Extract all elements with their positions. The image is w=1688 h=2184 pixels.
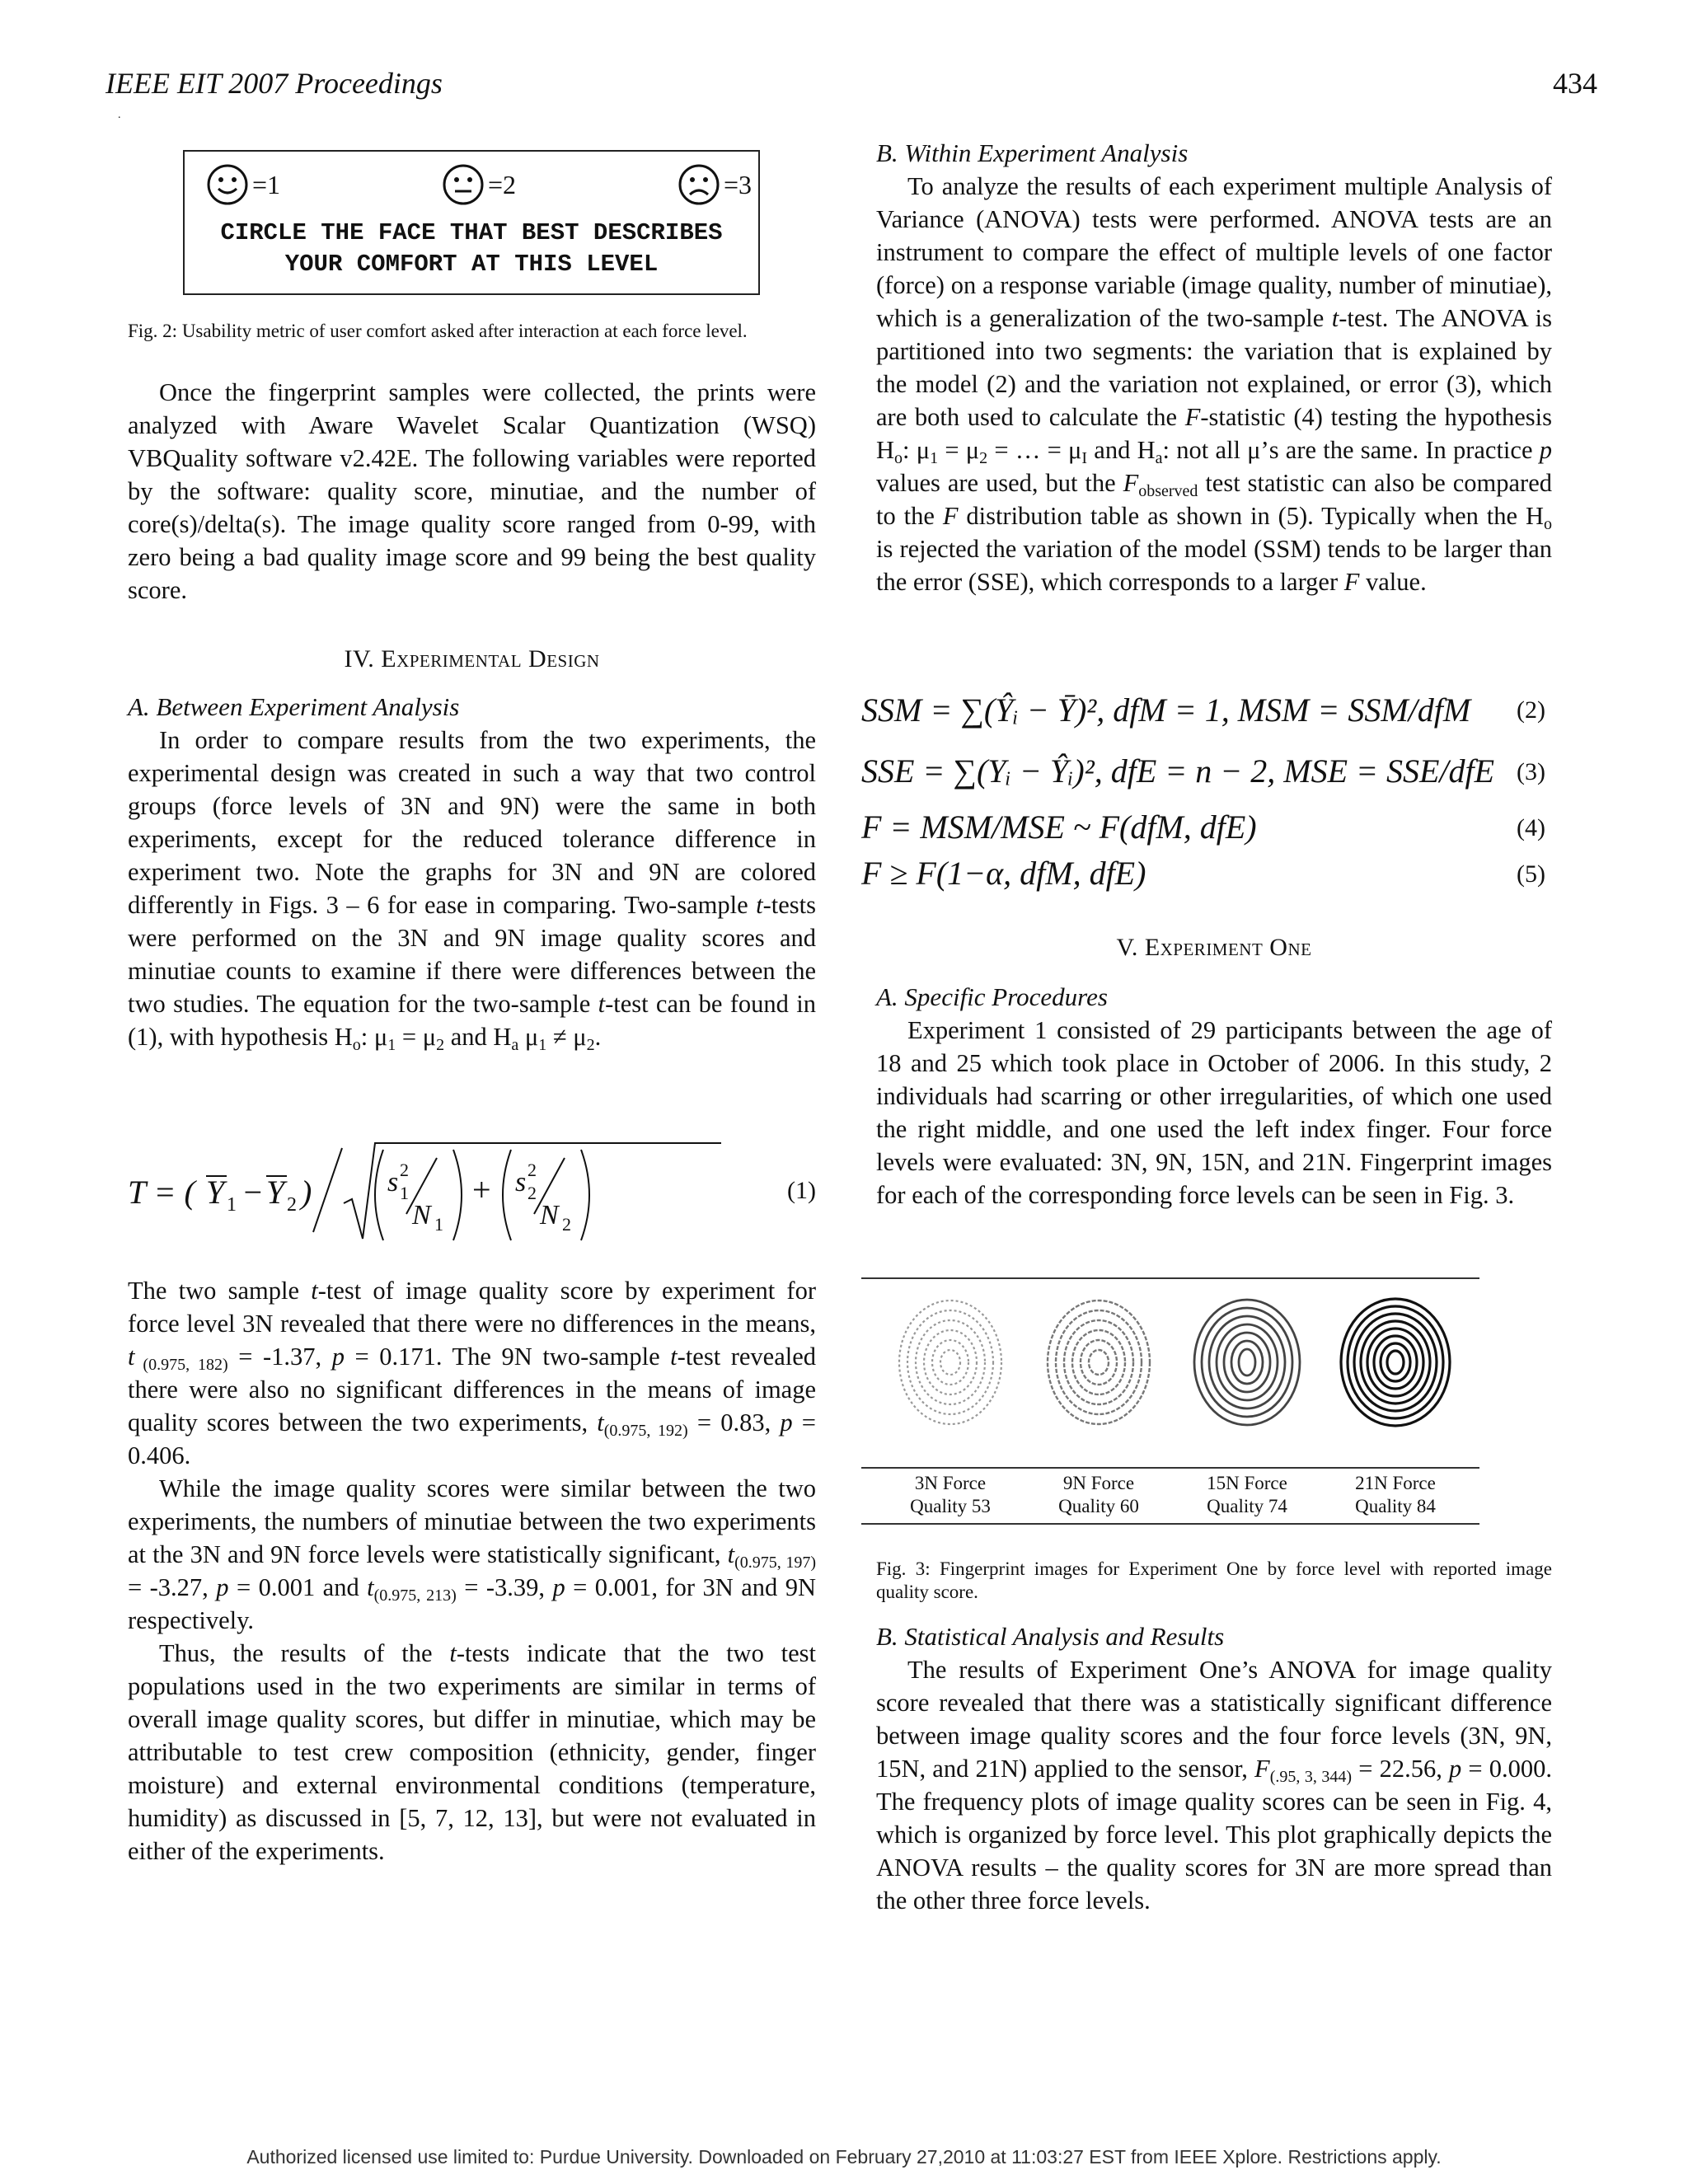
smiling-face-icon	[206, 163, 249, 206]
svg-text:2: 2	[528, 1160, 537, 1180]
frowning-face-icon	[678, 163, 720, 206]
neutral-face-icon	[442, 163, 485, 206]
svg-text:N: N	[540, 1200, 559, 1230]
stray-mark: .	[118, 109, 121, 121]
paragraph-experiment-one: Experiment 1 consisted of 29 participants between the age of 18 and 25 which took place in October of 2006. In this study, 2 individuals had scarring or other irregularities, of which one used the right middle, and one used the left index finger. Four force levels were evaluated: 3N, 9N, 15N, and 21N. Fingerprint images for each of the corresponding force levels can be seen in Fig. 3.	[876, 1016, 1552, 1209]
fingerprint-label-3n: 3N Force Quality 53	[910, 1473, 991, 1516]
svg-text:2: 2	[562, 1214, 571, 1235]
svg-text:2: 2	[528, 1183, 537, 1203]
equation-2-number: (2)	[1517, 696, 1545, 724]
face-label: =2	[488, 169, 517, 199]
svg-text:2: 2	[287, 1194, 297, 1216]
subsection-heading-statistical: B. Statistical Analysis and Results	[876, 1622, 1225, 1651]
figure-mid-rule	[861, 1467, 1479, 1469]
face-option-2	[442, 163, 516, 206]
right-column-lower	[876, 1558, 1552, 1917]
instruction-line-1: CIRCLE THE FACE THAT BEST DESCRIBES	[220, 219, 723, 246]
fig2-caption: Fig. 2: Usability metric of user comfort asked after interaction at each force level.	[128, 321, 748, 341]
paragraph-anova: To analyze the results of each experiment multiple Analysis of Variance (ANOVA) tests were performed. ANOVA tests are an instrument to compare the effect of multiple levels of one factor (force) on a response variable (image quality, number of minutiae), which is a generalization of the two-sample t-test. The ANOVA is partitioned into two segments: the variation that is explained by the model (2) and the variation not explained, or error (3), which are both used to calculate the F-statistic (4) testing the hypothesis $H_o$: $\mu_1 = \mu_2$ = … = $\mu_I$ and $H_a$: not all μ’s are the same. In practice p values are used, but the $F_{observed}$ test statistic can also be compared to the F distribution table as shown in (5). Typically when the $H_o$ is rejected the variation of the model (SSM) tends to be larger than the error (SSE), which corresponds to a larger F value.	[876, 172, 1553, 596]
left-column	[128, 320, 816, 1053]
svg-text:Y: Y	[206, 1174, 225, 1211]
equation-4-number: (4)	[1517, 814, 1545, 841]
right-column	[876, 137, 1552, 598]
svg-text:1: 1	[227, 1194, 237, 1216]
fingerprint-labels	[876, 1472, 1470, 1518]
face-label: =3	[724, 169, 753, 199]
left-column-lower	[128, 1274, 816, 1868]
svg-text:1: 1	[400, 1183, 409, 1203]
fingerprint-image-15n	[1185, 1292, 1309, 1428]
svg-text:): )	[301, 1174, 312, 1211]
fingerprint-label-9n: 9N Force Quality 60	[1058, 1473, 1139, 1516]
subsection-heading-within: B. Within Experiment Analysis	[876, 138, 1189, 167]
svg-text:1: 1	[434, 1214, 443, 1235]
paragraph-conclusion: Thus, the results of the t-tests indicate that the two test populations used in the two experiments are similar in terms of overall image quality scores, but differ in minutiae, which may be attributable to test crew composition (ethnicity, gender, finger moisture) and external environmental conditions (temperature, humidity) as discussed in [5, 7, 12, 13], but were not evaluated in either of the experiments.	[128, 1639, 816, 1865]
paragraph-design: In order to compare results from the two experiments, the experimental design was created in such a way that two control groups (force levels of 3N and 9N) were the same in both experiments, except for the reduced tolerance difference in experiment two. Note the graphs for 3N and 9N are colored differently in Figs. 3 – 6 for ease in comparing. Two-sample t-tests were performed on the 3N and 9N image quality scores and minutiae counts to examine if there were differences between the two studies. The equation for the two-sample t-test can be found in (1), with hypothesis $H_o$: $\mu_1 = \mu_2$ and $H_a$ $\mu_1 \ne \mu_2$.	[128, 726, 816, 1054]
running-title: IEEE EIT 2007 Proceedings	[106, 67, 443, 100]
figure-top-rule	[861, 1277, 1479, 1279]
svg-text:s: s	[515, 1167, 527, 1197]
right-column-mid	[876, 931, 1552, 1212]
comfort-scale-figure	[183, 150, 760, 295]
comfort-instructions	[185, 218, 758, 280]
equation-1	[128, 1133, 816, 1249]
svg-text:2: 2	[400, 1160, 409, 1180]
equation-3-number: (3)	[1517, 758, 1545, 785]
svg-text:T = (: T = (	[128, 1174, 195, 1211]
svg-text:s: s	[387, 1167, 399, 1197]
svg-text:N: N	[412, 1200, 431, 1230]
page-number: 434	[1553, 67, 1597, 100]
section-heading-v: V. Experiment One	[1116, 934, 1312, 961]
fingerprint-images	[876, 1292, 1470, 1424]
paragraph-ttest-quality: The two sample t-test of image quality score by experiment for force level 3N revealed that there were no differences in the means, t $_{(0.975, 182)}$ = -1.37, p = 0.171. The 9N two-sample t-test revealed there were also no significant differences in the means of image quality scores between the two experiments, $t_{(0.975, 192)} = 0.83$, p = 0.406.	[128, 1277, 817, 1469]
svg-text:+: +	[472, 1171, 491, 1208]
fingerprint-image-9n	[1037, 1292, 1160, 1428]
section-heading-iv: IV. Experimental Design	[344, 645, 600, 673]
equation-4: F = MSM/MSE ~ F(dfM, dfE)	[861, 808, 1257, 846]
equation-2: SSM = ∑(Ŷᵢ − Ȳ)², dfM = 1, MSM = SSM/dfM	[861, 691, 1471, 729]
face-option-3	[678, 163, 752, 206]
face-label: =1	[252, 169, 281, 199]
equation-1-number: (1)	[787, 1177, 816, 1204]
svg-text:Y: Y	[266, 1174, 285, 1211]
fingerprint-image-21n	[1334, 1292, 1457, 1428]
fingerprint-label-15n: 15N Force Quality 74	[1207, 1473, 1287, 1516]
instruction-line-2: YOUR COMFORT AT THIS LEVEL	[284, 251, 659, 278]
face-option-1	[206, 163, 280, 206]
license-footer: Authorized licensed use limited to: Purdue University. Downloaded on February 27,2010 at 11:03:27 EST from IEEE Xplore. Restrictions apply.	[246, 2146, 1442, 2168]
equation-5: F ≥ F(1−α, dfM, dfE)	[861, 855, 1146, 892]
fingerprint-label-21n: 21N Force Quality 84	[1355, 1473, 1436, 1516]
figure-bottom-rule	[861, 1523, 1479, 1525]
equation-3: SSE = ∑(Yᵢ − Ŷᵢ)², dfE = n − 2, MSE = SSE/dfE	[861, 752, 1495, 790]
fingerprint-image-3n	[889, 1292, 1012, 1428]
paragraph-wsq: Once the fingerprint samples were collected, the prints were analyzed with Aware Wavelet Scalar Quantization (WSQ) VBQuality software v2.42E. The following variables were reported by the software: quality score, minutiae, and the number of core(s)/delta(s). The image quality score ranged from 0-99, with zero being a bad quality image score and 99 being the best quality score.	[128, 378, 816, 604]
subsection-heading-between: A. Between Experiment Analysis	[128, 692, 460, 721]
fig3-caption: Fig. 3: Fingerprint images for Experiment One by force level with reported image quality score.	[876, 1558, 1552, 1602]
paragraph-anova-results: The results of Experiment One’s ANOVA for image quality score revealed that there was a statistically significant difference between image quality scores and the four force levels (3N, 9N, 15N, and 21N) applied to the sensor, $F_{(.95, 3, 344)} = 22.56$, p = 0.000. The frequency plots of image quality scores can be seen in Fig. 4, which is organized by force level. This plot graphically depicts the ANOVA results – the quality scores for 3N are more spread than the other three force levels.	[876, 1656, 1553, 1915]
paragraph-ttest-minutiae: While the image quality scores were similar between the two experiments, the numbers of minutiae between the two experiments at the 3N and 9N force levels were statistically significant, $t_{(0.975, 197)} = -3.27$, p = 0.001 and $t_{(0.975, 213)} = -3.39$, p = 0.001, for 3N and 9N respectively.	[128, 1474, 816, 1634]
svg-text:−: −	[241, 1174, 264, 1211]
subsection-heading-procedures: A. Specific Procedures	[876, 982, 1108, 1011]
equation-5-number: (5)	[1517, 860, 1545, 888]
